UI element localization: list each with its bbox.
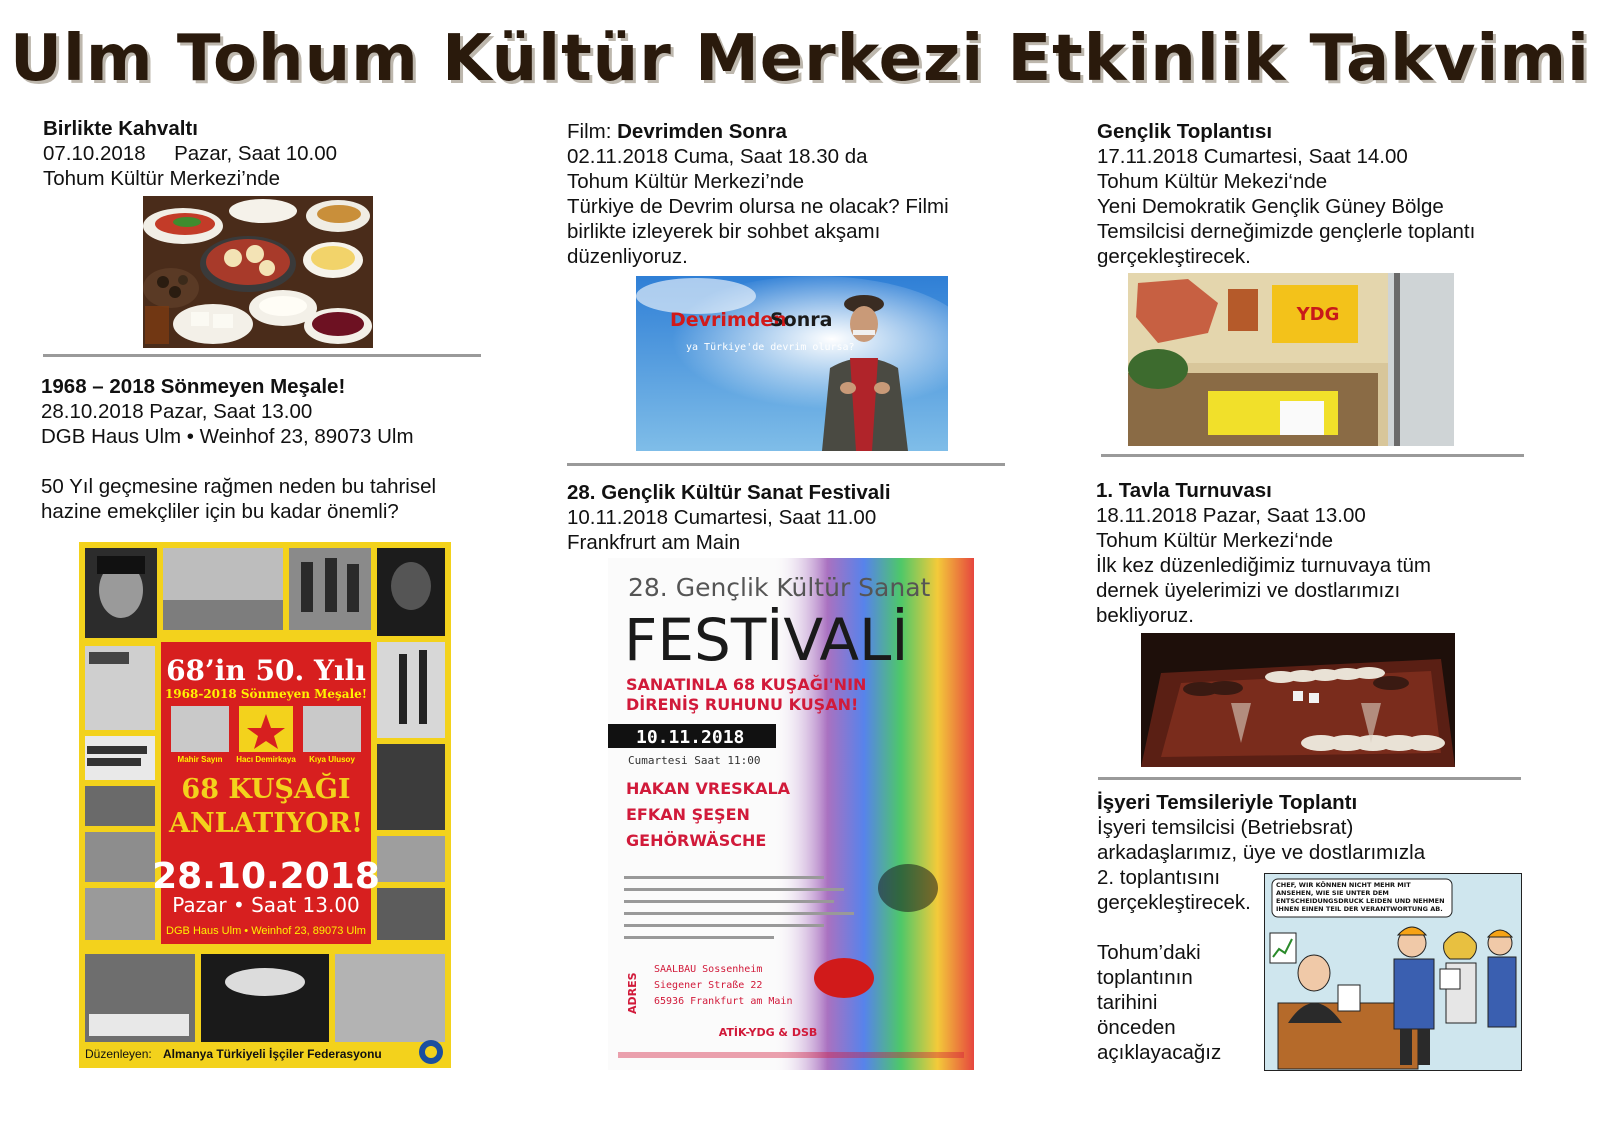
event-desc-line: Temsilcisi derneğimizde gençlerle toplantı: [1097, 220, 1476, 243]
event-desc-line: birlikte izleyerek bir sohbet akşamı: [567, 220, 881, 243]
poster-headline: 68’in 50. Yılı: [166, 654, 366, 687]
event-date: 28.10.2018 Pazar, Saat 13.00: [41, 400, 313, 423]
speaker-name: Kıya Ulusoy: [309, 755, 355, 764]
event-desc-line: gerçekleştirecek.: [1097, 245, 1251, 268]
event-desc-line: açıklayacağız: [1097, 1041, 1222, 1064]
cartoon-illustration: [1264, 873, 1522, 1071]
event-desc-line: Tohum’daki: [1097, 941, 1201, 964]
breakfast-photo: [143, 196, 373, 348]
festival-poster: [608, 558, 974, 1070]
event-heading: 1. Tavla Turnuvası: [1096, 479, 1272, 502]
event-desc-line: Yeni Demokratik Gençlik Güney Bölge: [1097, 195, 1444, 218]
event-place: Tohum Kültür Merkezi‘nde: [1096, 529, 1333, 552]
poster-time: Pazar • Saat 13.00: [172, 893, 360, 917]
event-heading: 28. Gençlik Kültür Sanat Festivali: [567, 481, 891, 504]
address-label: ADRES: [626, 972, 639, 1014]
organizer-name: Almanya Türkiyeli İşçiler Federasyonu: [163, 1047, 382, 1061]
event-desc-line: önceden: [1097, 1016, 1176, 1039]
event-desc-line: dernek üyelerimizi ve dostlarımızı: [1096, 579, 1401, 602]
event-place: Tohum Kültür Merkezi’nde: [43, 167, 280, 190]
event-desc-line: Türkiye de Devrim olursa ne olacak? Filmi: [567, 195, 949, 218]
festival-slogan2: DİRENİŞ RUHUNU KUŞAN!: [626, 695, 859, 714]
film-subtitle: ya Türkiye'de devrim olursa?: [686, 342, 855, 353]
event-heading: İşyeri Temsileriyle Toplantı: [1097, 791, 1358, 814]
event-place: Tohum Kültür Mekezi‘nde: [1097, 170, 1328, 193]
organizer-label: Düzenleyen:: [85, 1047, 152, 1061]
festival-line1: 28. Gençlik Kültür Sanat: [628, 573, 931, 602]
festival-line2: FESTİVALİ: [624, 606, 909, 674]
youth-meeting-photo: [1128, 273, 1454, 446]
event-desc-line: İşyeri temsilcisi (Betriebsrat): [1097, 816, 1354, 839]
poster-venue: DGB Haus Ulm • Weinhof 23, 89073 Ulm: [166, 925, 366, 937]
speaker-name: Hacı Demirkaya: [236, 755, 296, 764]
event-desc-line: bekliyoruz.: [1096, 604, 1194, 627]
event-desc-line: düzenliyoruz.: [567, 245, 688, 268]
ydg-banner: YDG: [1296, 304, 1340, 325]
event-heading: 1968 – 2018 Sönmeyen Meşale!: [41, 375, 346, 398]
poster-subheadline: 1968-2018 Sönmeyen Meşale!: [164, 687, 368, 701]
event-genclik: [1097, 119, 1475, 269]
event-date: 18.11.2018 Pazar, Saat 13.00: [1096, 504, 1366, 527]
festival-slogan1: SANATINLA 68 KUŞAĞI'NIN: [626, 675, 867, 694]
event-date: 17.11.2018 Cumartesi, Saat 14.00: [1097, 145, 1408, 168]
film-title-dark: Sonra: [770, 309, 833, 331]
festival-day: Cumartesi Saat 11:00: [628, 754, 761, 767]
event-prefix: Film:: [567, 120, 618, 143]
film-poster: [636, 276, 948, 451]
event-date: 02.11.2018 Cuma, Saat 18.30 da: [567, 145, 868, 168]
event-date: 07.10.2018 Pazar, Saat 10.00: [43, 142, 338, 165]
event-heading: Gençlik Toplantısı: [1097, 120, 1273, 143]
event-place: DGB Haus Ulm • Weinhof 23, 89073 Ulm: [41, 425, 414, 448]
event-desc-line: toplantının: [1097, 966, 1193, 989]
event-heading: Birlikte Kahvaltı: [43, 117, 198, 140]
event-desc-line: tarihini: [1097, 991, 1158, 1014]
cartoon-speech-bubble: CHEF, WIR KÖNNEN NICHT MEHR MIT ANSEHEN, WIE SIE UNTER DEM ENTSCHEIDUNGSDRUCK LEIDEN UND NEHMEN IHNEN EINEN TEIL DER VERANTWORTUNG AB.: [1276, 881, 1445, 913]
speaker-name: Mahir Sayın: [177, 755, 223, 764]
artist: HAKAN VRESKALA: [626, 779, 791, 798]
divider: [567, 463, 1005, 466]
address-line: 65936 Frankfurt am Main: [654, 996, 793, 1007]
backgammon-photo: [1141, 633, 1455, 767]
poster-big2: ANLATIYOR!: [169, 808, 363, 839]
event-place: Tohum Kültür Merkezi’nde: [567, 170, 804, 193]
event-desc-line: gerçekleştirecek.: [1097, 891, 1251, 914]
event-desc-line: 2. toplantısını: [1097, 866, 1221, 889]
address-line: Siegener Straße 22: [654, 980, 763, 991]
event-heading: Devrimden Sonra: [617, 120, 787, 143]
event-kahvalti: [43, 116, 337, 191]
divider: [1098, 777, 1521, 780]
festival-date: 10.11.2018: [636, 727, 745, 748]
event-desc-line: 50 Yıl geçmesine rağmen neden bu tahrisel: [41, 475, 437, 498]
event-tavla: [1096, 478, 1431, 628]
divider: [1101, 454, 1524, 457]
divider: [43, 354, 481, 357]
event-festival: [567, 480, 891, 555]
event-mesale: [41, 374, 436, 524]
poster-big1: 68 KUŞAĞI: [181, 774, 351, 805]
event-desc-line: arkadaşlarımız, üye ve dostlarımızla: [1097, 841, 1426, 864]
poster-1968: [79, 542, 451, 1068]
artist: GEHÖRWÄSCHE: [626, 831, 767, 850]
film-title-red: Devrimden: [670, 309, 787, 331]
event-place: Frankfrurt am Main: [567, 531, 741, 554]
event-date: 10.11.2018 Cumartesi, Saat 11.00: [567, 506, 877, 529]
page-title: Ulm Tohum Kültür Merkezi Etkinlik Takvimi: [10, 22, 1590, 96]
poster-date: 28.10.2018: [152, 856, 380, 897]
artist: EFKAN ŞEŞEN: [626, 805, 750, 824]
event-desc-line: hazine emekçliler için bu kadar önemli?: [41, 500, 399, 523]
event-film: [567, 119, 949, 269]
address-line: SAALBAU Sossenheim: [654, 964, 763, 975]
festival-org: ATİK-YDG & DSB: [718, 1026, 818, 1039]
event-desc-line: İlk kez düzenlediğimiz turnuvaya tüm: [1096, 554, 1431, 577]
